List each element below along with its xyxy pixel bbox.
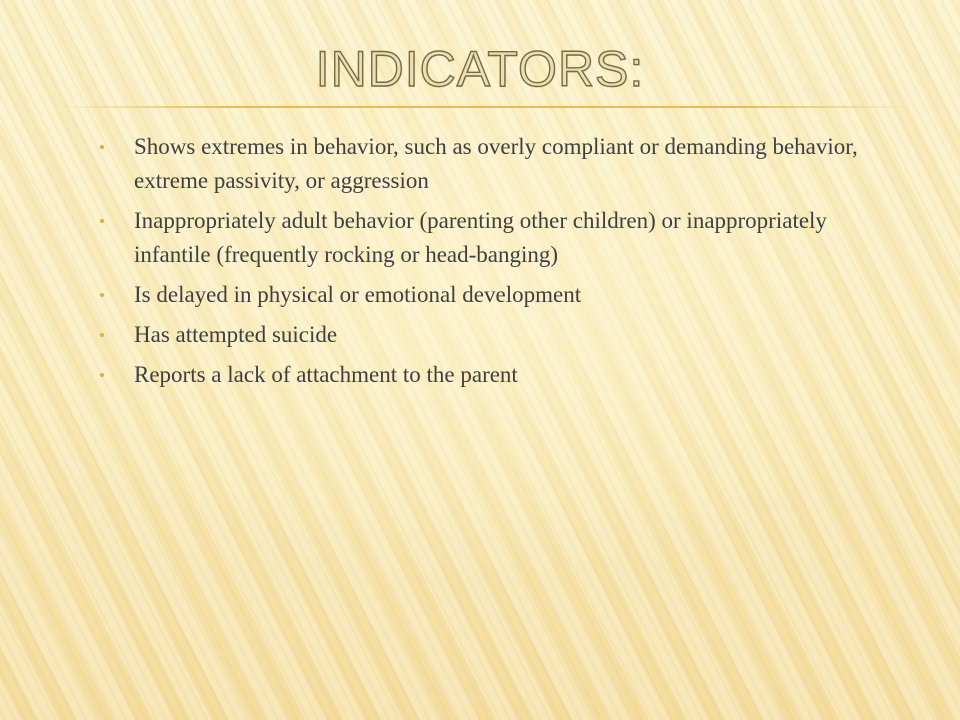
bullet-text: Shows extremes in behavior, such as overly compliant or demanding behavior, extreme passivity, or aggression	[134, 134, 858, 193]
bullet-dot-icon	[100, 293, 104, 297]
title-divider	[60, 106, 910, 108]
bullet-dot-icon	[100, 219, 104, 223]
bullet-dot-icon	[100, 333, 104, 337]
bullet-dot-icon	[100, 145, 104, 149]
bullet-item	[100, 318, 860, 352]
bullet-text: Reports a lack of attachment to the parent	[134, 362, 518, 387]
bullet-item	[100, 130, 860, 198]
bullet-text: Inappropriately adult behavior (parenting other children) or inappropriately infantile (frequently rocking or head-banging)	[134, 208, 827, 267]
slide-title: INDICATORS:	[315, 41, 645, 97]
bullet-item	[100, 278, 860, 312]
bullet-item	[100, 204, 860, 272]
bullet-list	[100, 130, 860, 398]
bullet-item	[100, 358, 860, 392]
bullet-text: Has attempted suicide	[134, 322, 338, 347]
bullet-dot-icon	[100, 373, 104, 377]
bullet-text: Is delayed in physical or emotional development	[134, 282, 582, 307]
